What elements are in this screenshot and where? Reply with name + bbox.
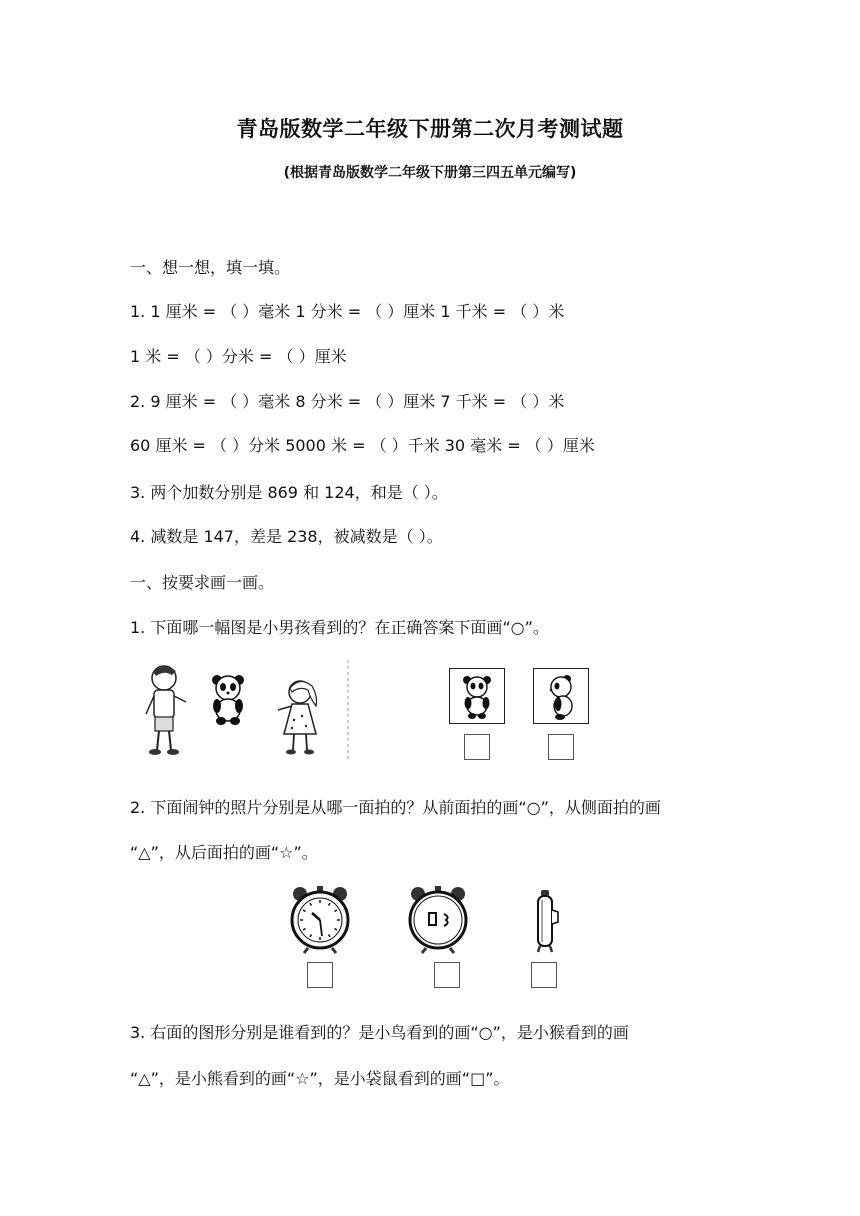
boy-illustration bbox=[138, 662, 190, 758]
question-line: 2. 9 厘米 = （ ）毫米 8 分米 = （ ）厘米 7 千米 = （ ）米 bbox=[130, 392, 565, 411]
section1-heading: 一、想一想，填一填。 bbox=[130, 258, 291, 277]
answer-box-option-1[interactable] bbox=[464, 734, 490, 760]
section2-heading: 一、按要求画一画。 bbox=[130, 573, 275, 592]
question-line: 4. 减数是 147，差是 238，被减数是（ ）。 bbox=[130, 527, 443, 546]
question-line: 1. 1 厘米 = （ ）毫米 1 分米 = （ ）厘米 1 千米 = （ ）米 bbox=[130, 302, 565, 321]
girl-illustration bbox=[272, 676, 324, 756]
answer-box-option-2[interactable] bbox=[548, 734, 574, 760]
question-line: 60 厘米 = （ ）分米 5000 米 = （ ）千米 30 毫米 = （ ）厘米 bbox=[130, 436, 595, 455]
option-panda-front-image bbox=[449, 668, 505, 724]
question-3-text-line1: 3. 右面的图形分别是谁看到的？是小鸟看到的画“○”，是小猴看到的画 bbox=[130, 1023, 629, 1042]
clock-back-image bbox=[406, 884, 470, 954]
answer-box-clock-3[interactable] bbox=[531, 962, 557, 988]
page-title: 青岛版数学二年级下册第二次月考测试题 bbox=[236, 117, 624, 141]
option-panda-side-image bbox=[533, 668, 589, 724]
question-2-text-line2: “△”，从后面拍的画“☆”。 bbox=[130, 843, 318, 862]
page-subtitle: (根据青岛版数学二年级下册第三四五单元编写) bbox=[283, 165, 577, 181]
answer-box-clock-1[interactable] bbox=[307, 962, 333, 988]
panda-illustration bbox=[208, 672, 248, 726]
clock-side-image bbox=[530, 890, 562, 954]
question-line: 3. 两个加数分别是 869 和 124，和是（ ）。 bbox=[130, 483, 448, 502]
answer-box-clock-2[interactable] bbox=[434, 962, 460, 988]
divider-line bbox=[346, 660, 350, 760]
question-line: 1 米 = （ ）分米 = （ ）厘米 bbox=[130, 347, 347, 366]
clock-front-image bbox=[288, 884, 352, 954]
question-1-text: 1. 下面哪一幅图是小男孩看到的？在正确答案下面画“○”。 bbox=[130, 618, 549, 637]
question-3-text-line2: “△”，是小熊看到的画“☆”，是小袋鼠看到的画“□”。 bbox=[130, 1069, 510, 1088]
question-2-text-line1: 2. 下面闹钟的照片分别是从哪一面拍的？从前面拍的画“○”，从侧面拍的画 bbox=[130, 798, 661, 817]
